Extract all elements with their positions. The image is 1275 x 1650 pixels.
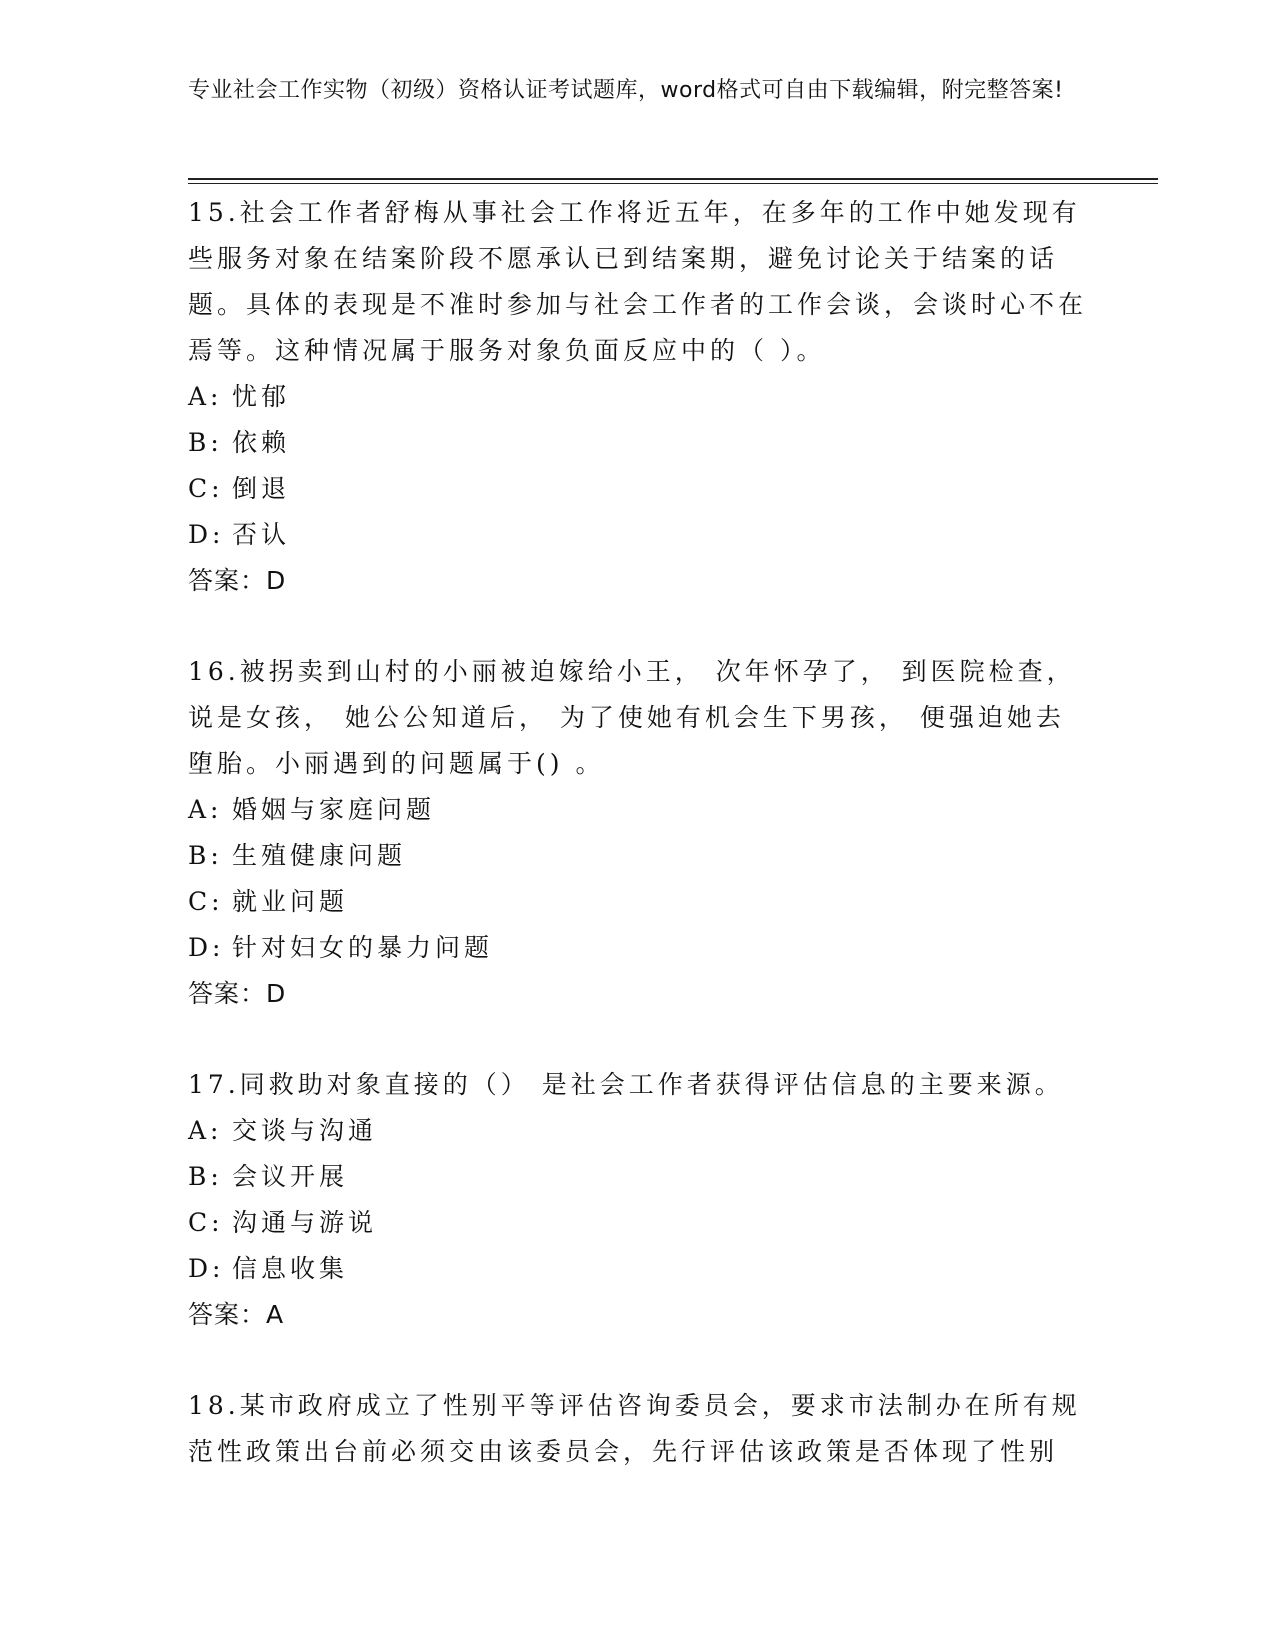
option-text: 会议开展 [232,1162,349,1191]
question-spacer [188,604,1088,649]
option-text: 沟通与游说 [232,1208,378,1237]
header-divider-thin [188,183,1158,184]
option-text: 信息收集 [232,1254,349,1283]
question-stem: 18.某市政府成立了性别平等评估咨询委员会，要求市法制办在所有规范性政策出台前必须交由该委员会，先行评估该政策是否体现了性别 [188,1391,1081,1466]
question-15 [188,190,1088,604]
option-a [188,374,1088,420]
option-d [188,925,1088,971]
option-text: 婚姻与家庭问题 [232,795,436,824]
option-letter: B: [188,1162,223,1191]
question-17 [188,1062,1088,1338]
option-letter: A: [188,382,223,411]
header-divider-thick [188,178,1158,180]
option-d [188,1246,1088,1292]
answer-line: 答案：D [188,979,287,1008]
question-spacer [188,1017,1088,1062]
question-stem: 16.被拐卖到山村的小丽被迫嫁给小王， 次年怀孕了， 到医院检查，说是女孩， 她公公知道后， 为了使她有机会生下男孩， 便强迫她去堕胎。小丽遇到的问题属于() 。 [188,657,1076,778]
option-text: 依赖 [232,428,291,457]
option-letter: D: [188,1254,225,1283]
option-letter: C: [188,474,224,503]
option-letter: C: [188,887,224,916]
question-stem: 15.社会工作者舒梅从事社会工作将近五年，在多年的工作中她发现有些服务对象在结案阶段不愿承认已到结案期，避免讨论关于结案的话题。具体的表现是不准时参加与社会工作者的工作会谈，会谈时心不在焉等。这种情况属于服务对象负面反应中的（ ）。 [188,198,1088,365]
option-text: 倒退 [232,474,291,503]
option-letter: D: [188,933,225,962]
answer-line: 答案：A [188,1300,285,1329]
page-header: 专业社会工作实物（初级）资格认证考试题库，word格式可自由下载编辑，附完整答案! [188,78,1064,103]
option-text: 交谈与沟通 [232,1116,378,1145]
option-a [188,1108,1088,1154]
option-c [188,466,1088,512]
option-letter: B: [188,841,223,870]
option-b [188,833,1088,879]
option-letter: C: [188,1208,224,1237]
option-text: 否认 [232,520,291,549]
option-letter: B: [188,428,223,457]
question-list [188,190,1088,1475]
option-letter: A: [188,1116,223,1145]
option-c [188,879,1088,925]
option-text: 生殖健康问题 [232,841,407,870]
option-b [188,1154,1088,1200]
option-letter: D: [188,520,225,549]
option-a [188,787,1088,833]
question-spacer [188,1338,1088,1383]
option-text: 忧郁 [232,382,291,411]
option-c [188,1200,1088,1246]
option-letter: A: [188,795,223,824]
option-text: 针对妇女的暴力问题 [232,933,494,962]
option-d [188,512,1088,558]
option-text: 就业问题 [232,887,349,916]
question-stem: 17.同救助对象直接的（） 是社会工作者获得评估信息的主要来源。 [188,1070,1064,1099]
answer-line: 答案：D [188,566,287,595]
option-b [188,420,1088,466]
question-16 [188,649,1088,1017]
question-18 [188,1383,1088,1475]
